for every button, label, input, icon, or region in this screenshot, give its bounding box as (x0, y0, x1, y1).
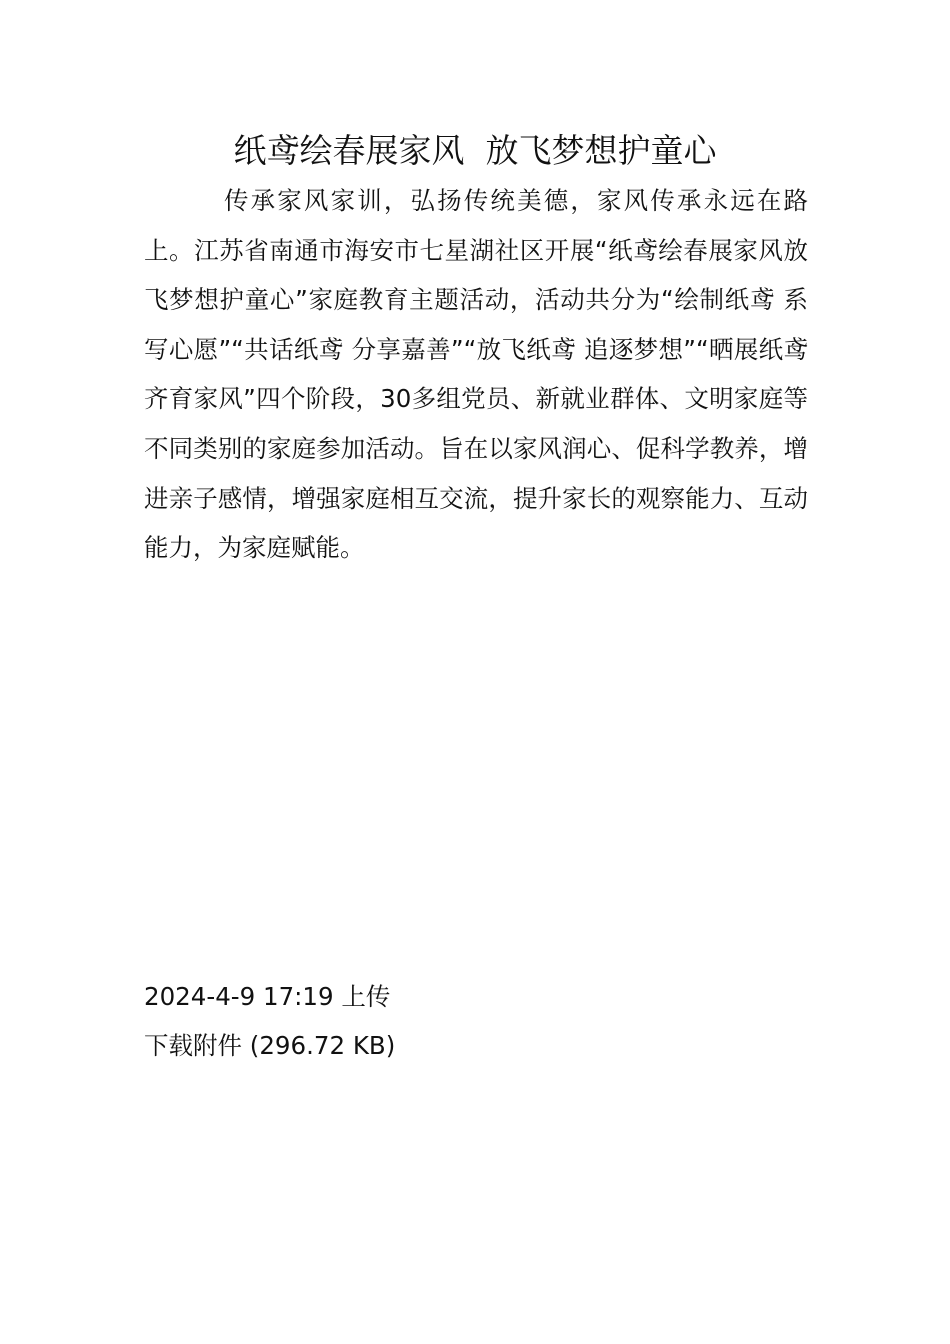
article-title: 纸鸢绘春展家风 放飞梦想护童心 (233, 131, 717, 170)
download-attachment-link[interactable]: 下载附件 (296.72 KB) (144, 1031, 396, 1060)
attachment-download[interactable] (144, 1029, 395, 1063)
article-paragraph: 传承家风家训，弘扬传统美德，家风传承永远在路上。江苏省南通市海安市七星湖社区开展“纸鸢绘春展家风放飞梦想护童心”家庭教育主题活动，活动共分为“绘制纸鸢 系写心愿”“共话纸鸢 分享嘉善”“放飞纸鸢 追逐梦想”“晒展纸鸢 齐育家风”四个阶段，30多组党员、新就业群体、文明家庭等不同类别的家庭参加活动。旨在以家风润心、促科学教养，增进亲子感情，增强家庭相互交流，提升家长的观察能力、互动能力，为家庭赋能。 (144, 186, 808, 563)
upload-timestamp: 2024-4-9 17:19 上传 (144, 982, 391, 1011)
